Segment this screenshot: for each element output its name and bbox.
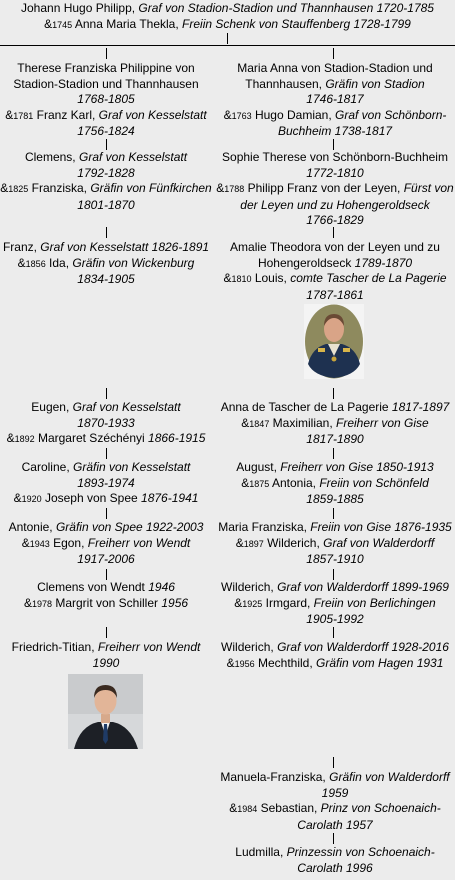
marriage-year: 1847 <box>249 418 270 429</box>
right-generation-4 <box>215 400 455 448</box>
person-title: Graf von Walderdorff 1899-1969 <box>277 580 449 594</box>
marriage-symbol: & <box>17 255 26 270</box>
spouse-title: Freiherr von Wendt <box>87 535 191 550</box>
person-years: 1870-1933 <box>77 415 135 430</box>
person-name: Clemens von Wendt <box>37 580 149 594</box>
connector-line <box>333 48 334 59</box>
marriage-symbol: & <box>223 107 232 122</box>
person-years: 1959 <box>321 785 349 800</box>
connector-line <box>106 139 107 150</box>
right-generation-7 <box>215 580 455 628</box>
spouse-years: 1834-1905 <box>77 272 135 286</box>
marriage-symbol: & <box>13 491 22 505</box>
spouse-name: Sebastian, <box>257 801 321 815</box>
connector-line <box>333 388 334 399</box>
right-generation-5 <box>215 460 455 508</box>
marriage-symbol: & <box>241 415 250 430</box>
spouse-name: Margrit von Schiller <box>51 595 162 610</box>
spouse-years: 1866-1915 <box>148 431 206 445</box>
spouse-years: 1817-1890 <box>306 432 364 446</box>
person-years: 1990 <box>92 655 120 670</box>
spouse-title: Gräfin vom Hagen 1931 <box>316 655 444 670</box>
connector-line <box>333 569 334 580</box>
spouse-title: Graf von Kesselstatt <box>98 107 207 122</box>
marriage-symbol: & <box>216 181 225 195</box>
spouse-years: 1857-1910 <box>306 552 364 566</box>
spouse-years: 1859-1885 <box>306 492 364 506</box>
person-name: Amalie Theodora von der Leyen und zu Hohengeroldseck <box>230 240 440 270</box>
person-name: Franz, <box>2 240 41 254</box>
person-name: Maria Anna von Stadion-Stadion und Thannhausen, <box>237 61 433 91</box>
marriage-symbol: & <box>235 535 244 550</box>
right-generation-2 <box>215 150 455 229</box>
marriage-symbol: & <box>6 431 15 445</box>
right-generation-8 <box>215 640 455 672</box>
marriage-year: 1925 <box>242 598 263 609</box>
connector-line <box>106 227 107 238</box>
marriage-symbol: & <box>21 535 30 550</box>
left-generation-6 <box>0 520 212 568</box>
spouse-name: Maximilian, <box>269 415 337 430</box>
right-generation-9 <box>215 770 455 833</box>
marriage-year: 1781 <box>13 110 34 121</box>
person-name: Manuela-Franziska, <box>220 770 330 784</box>
spouse-title: Prinz von Schoenaich-Carolath 1957 <box>297 801 441 832</box>
connector-line <box>106 627 107 638</box>
person-years: 1789-1870 <box>354 255 413 270</box>
connector-line <box>333 627 334 638</box>
right-generation-6 <box>215 520 455 568</box>
person-title: Graf von Stadion-Stadion und Thannhausen 1720-1785 <box>138 1 434 15</box>
person-title: Graf von Kesselstatt 1826-1891 <box>40 240 210 254</box>
branch-divider <box>0 45 455 46</box>
connector-line <box>333 833 334 844</box>
person-years: 1946 <box>148 580 175 594</box>
portrait-painting-icon <box>304 304 364 379</box>
portrait-image-icon <box>68 674 143 749</box>
connector-line <box>333 227 334 238</box>
connector-line <box>333 448 334 459</box>
marriage-year: 1892 <box>14 434 35 444</box>
person-years: 1772-1810 <box>306 165 364 180</box>
person-title: Graf von Kesselstatt <box>78 150 188 164</box>
spouse-title: Graf von Schönborn-Buchheim 1738-1817 <box>277 107 447 138</box>
person-title: Graf von Walderdorff 1928-2016 <box>277 640 449 654</box>
person-years: 1792-1828 <box>77 165 135 180</box>
marriage-symbol: & <box>229 801 238 815</box>
person-title: Gräfin von Kesselstatt <box>72 460 191 474</box>
spouse-years: 1756-1824 <box>77 124 135 138</box>
spouse-name: Joseph von Spee <box>41 491 142 505</box>
connector-line <box>106 569 107 580</box>
person-name: Johann Hugo Philipp, <box>21 1 139 15</box>
root-ancestor <box>0 1 455 33</box>
marriage-year: 1956 <box>234 658 255 669</box>
spouse-title: comte Tascher de La Pagerie <box>290 271 447 285</box>
person-title: Gräfin von Stadion <box>325 76 425 91</box>
person-name: Wilderich, <box>221 580 278 594</box>
person-name: Ludmilla, <box>235 845 287 859</box>
spouse-name: Franziska, <box>28 181 91 195</box>
connector-line <box>106 48 107 59</box>
person-name: Clemens, <box>24 150 79 164</box>
spouse-name: Antonia, <box>269 475 320 490</box>
spouse-years: 1801-1870 <box>77 197 135 212</box>
spouse-title: Gräfin von Wickenburg <box>72 255 195 270</box>
left-generation-3 <box>0 240 212 288</box>
person-years: 1893-1974 <box>77 475 135 490</box>
spouse-title: Freiherr von Gise <box>336 415 429 430</box>
person-years: 1768-1805 <box>77 92 135 106</box>
marriage-year: 1788 <box>224 184 245 194</box>
marriage-symbol: & <box>0 181 9 195</box>
spouse-years: 1876-1941 <box>141 491 199 505</box>
spouse-name: Egon, <box>49 535 88 550</box>
spouse-name: Irmgard, <box>262 595 314 610</box>
left-generation-7 <box>0 580 212 612</box>
portrait-photo <box>68 674 143 749</box>
marriage-year: 1810 <box>231 274 252 284</box>
left-generation-2 <box>0 150 212 213</box>
person-name: Eugen, <box>31 400 73 414</box>
person-title: Gräfin von Spee 1922-2003 <box>55 520 204 534</box>
spouse-title: Freiin von Schönfeld <box>319 475 429 490</box>
person-title: Gräfin von Walderdorff <box>329 770 450 784</box>
person-title: Freiherr von Wendt <box>97 640 201 654</box>
marriage-symbol: & <box>226 655 235 670</box>
person-name: Antonie, <box>8 520 56 534</box>
spouse-name: Mechthild, <box>254 655 316 670</box>
marriage-symbol: & <box>23 595 32 610</box>
spouse-years: 1917-2006 <box>77 552 135 566</box>
spouse-name: Margaret Széchényi <box>34 431 149 445</box>
marriage-year: 1745 <box>52 19 73 30</box>
spouse-name: Wilderich, <box>263 535 324 550</box>
connector-line <box>333 757 334 768</box>
spouse-years: 1905-1992 <box>306 612 364 626</box>
marriage-year: 1978 <box>31 598 52 609</box>
spouse-years: 1787-1861 <box>306 287 364 302</box>
marriage-symbol: & <box>5 107 14 122</box>
marriage-symbol: & <box>223 271 232 285</box>
marriage-year: 1984 <box>237 804 258 814</box>
person-name: Therese Franziska Philippine von Stadion-Stadion und Thannhausen <box>13 61 199 91</box>
right-generation-10 <box>215 845 455 876</box>
connector-line <box>227 33 228 44</box>
connector-line <box>106 388 107 399</box>
connector-line <box>333 508 334 519</box>
spouse-name: Hugo Damian, <box>251 107 335 122</box>
connector-line <box>106 448 107 459</box>
marriage-symbol: & <box>241 475 250 490</box>
marriage-year: 1897 <box>243 538 264 549</box>
marriage-year: 1875 <box>249 478 270 489</box>
marriage-symbol: & <box>44 16 53 31</box>
spouse-title: Gräfin von Fünfkirchen <box>90 181 212 195</box>
marriage-year: 1856 <box>25 258 46 269</box>
spouse-title: Freiin Schenk von Stauffenberg 1728-1799 <box>182 16 411 31</box>
marriage-year: 1920 <box>21 494 42 504</box>
left-generation-8 <box>0 640 212 671</box>
connector-line <box>106 508 107 519</box>
person-name: Friedrich-Titian, <box>11 640 98 654</box>
person-title: Freiin von Gise 1876-1935 <box>310 520 452 534</box>
marriage-year: 1825 <box>8 184 29 194</box>
person-name: Wilderich, <box>221 640 278 654</box>
person-name: Sophie Therese von Schönborn-Buchheim <box>222 150 448 164</box>
person-name: Anna de Tascher de La Pagerie <box>220 400 392 414</box>
person-years: 1746-1817 <box>306 92 364 106</box>
person-name: Caroline, <box>21 460 73 474</box>
spouse-title: Graf von Walderdorff <box>323 535 435 550</box>
spouse-name: Ida, <box>45 255 73 270</box>
spouse-title: Fürst von der Leyen und zu Hohengeroldseck <box>240 181 454 212</box>
spouse-name: Philipp Franz von der Leyen, <box>244 181 404 195</box>
person-title: Graf von Kesselstatt <box>72 400 181 414</box>
marriage-year: 1763 <box>231 110 252 121</box>
spouse-name: Anna Maria Thekla, <box>72 16 183 31</box>
spouse-name: Louis, <box>251 271 291 285</box>
portrait-painting <box>304 304 364 379</box>
spouse-title: Freiin von Berlichingen <box>313 595 436 610</box>
right-generation-3 <box>215 240 455 303</box>
left-generation-4 <box>0 400 212 448</box>
person-name: Maria Franziska, <box>218 520 311 534</box>
spouse-years: 1766-1829 <box>306 213 364 227</box>
connector-line <box>333 139 334 150</box>
left-generation-5 <box>0 460 212 508</box>
spouse-years: 1956 <box>161 595 189 610</box>
person-title: Prinzessin von Schoenaich-Carolath 1996 <box>286 845 435 875</box>
marriage-year: 1943 <box>29 538 50 549</box>
left-generation-1 <box>0 61 212 140</box>
person-name: August, <box>236 460 281 474</box>
spouse-name: Franz Karl, <box>33 107 99 122</box>
person-title: Freiherr von Gise 1850-1913 <box>280 460 434 474</box>
person-years: 1817-1897 <box>391 400 450 414</box>
right-generation-1 <box>215 61 455 140</box>
marriage-symbol: & <box>234 595 243 610</box>
